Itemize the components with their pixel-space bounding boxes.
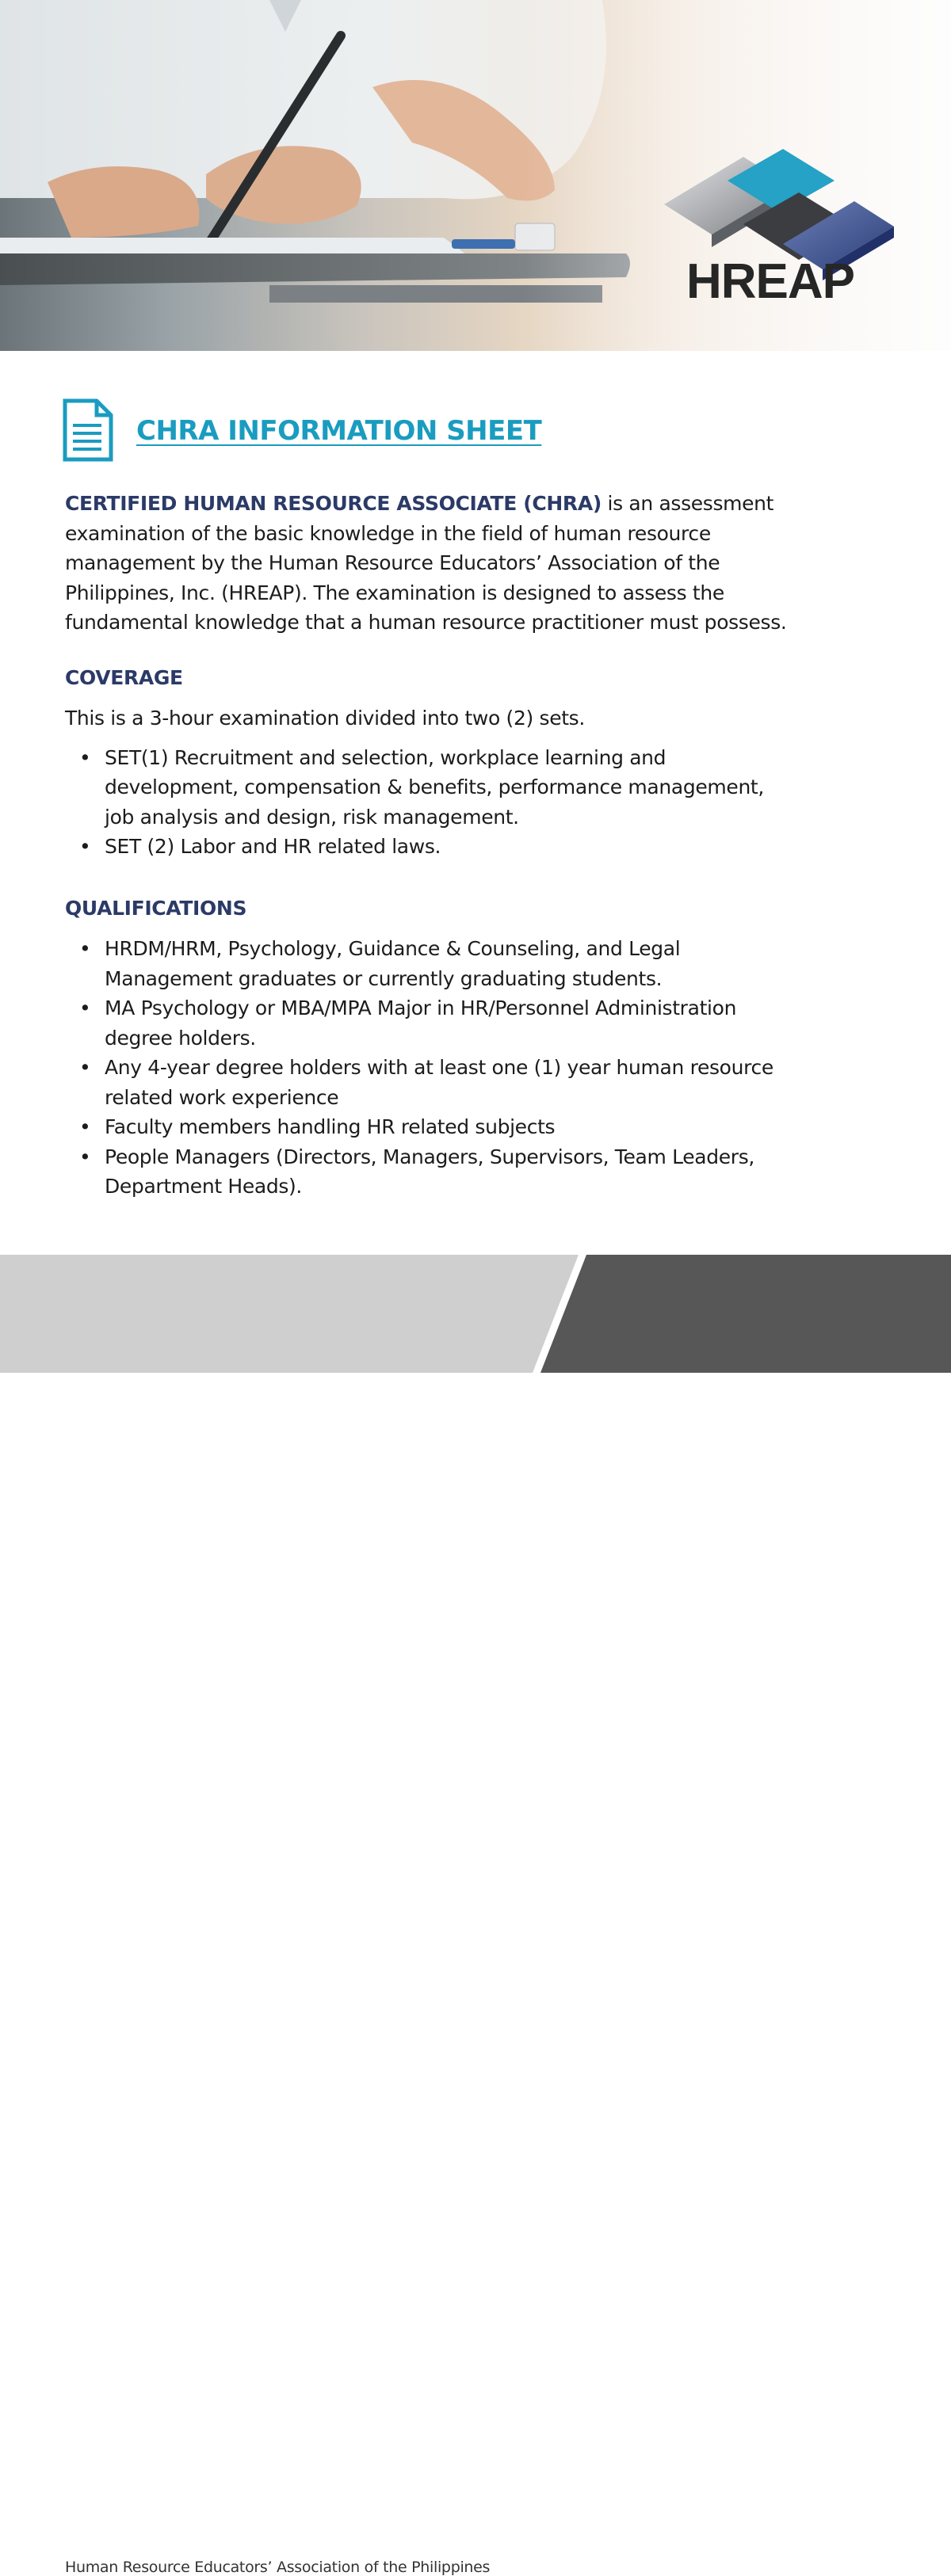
list-item-line: Any 4-year degree holders with at least one (1) year human resource [105, 1056, 773, 1079]
bullet-icon: • [79, 1115, 91, 1138]
intro-line: fundamental knowledge that a human resource practitioner must possess. [65, 611, 787, 634]
bullet-icon: • [79, 996, 91, 1019]
list-item [65, 832, 889, 862]
qualifications-heading: QUALIFICATIONS [65, 896, 247, 920]
list-item-line: Management graduates or currently graduating students. [105, 966, 663, 990]
list-item-line: development, compensation & benefits, performance management, [105, 775, 764, 798]
page-title: CHRA INFORMATION SHEET [136, 415, 542, 447]
bullet-icon: • [79, 1145, 91, 1168]
intro-line: management by the Human Resource Educators’ Association of the [65, 551, 720, 574]
list-item [65, 743, 889, 833]
intro-line: Philippines, Inc. (HREAP). The examination is designed to assess the [65, 581, 724, 604]
footer-org-name: Human Resource Educators’ Association of the Philippines [65, 2559, 491, 2576]
document-icon [62, 398, 114, 462]
footer-band [0, 1255, 951, 1373]
page-number: Page 1 of 9 [792, 2559, 886, 2576]
list-item [65, 993, 889, 1053]
list-item-line: People Managers (Directors, Managers, Supervisors, Team Leaders, [105, 1145, 754, 1168]
bullet-icon: • [79, 1056, 91, 1079]
list-item [65, 934, 889, 993]
bullet-icon: • [79, 937, 91, 960]
intro-line: is an assessment [601, 492, 774, 515]
main-content [65, 489, 889, 1202]
qualifications-list [65, 934, 889, 1202]
intro-term: CERTIFIED HUMAN RESOURCE ASSOCIATE (CHRA) [65, 492, 602, 515]
bullet-icon: • [79, 745, 91, 769]
list-item [65, 1112, 889, 1142]
list-item-line: degree holders. [105, 1026, 256, 1050]
list-item-line: Faculty members handling HR related subjects [105, 1115, 556, 1138]
coverage-heading: COVERAGE [65, 665, 183, 689]
footer-dark-band [540, 1255, 951, 1373]
intro-paragraph [65, 489, 889, 638]
hero-banner [0, 0, 951, 351]
list-item-line: MA Psychology or MBA/MPA Major in HR/Personnel Administration [105, 996, 737, 1019]
footer [0, 1255, 951, 2576]
intro-line: examination of the basic knowledge in the field of human resource [65, 521, 711, 545]
coverage-list [65, 743, 889, 862]
hreap-logo-text: HREAP [686, 254, 855, 309]
bullet-icon: • [79, 835, 91, 858]
list-item-line: SET(1) Recruitment and selection, workplace learning and [105, 745, 666, 769]
list-item-line: job analysis and design, risk management. [105, 805, 519, 829]
coverage-text: This is a 3-hour examination divided into two (2) sets. [65, 707, 585, 730]
list-item [65, 1142, 889, 1202]
list-item-line: HRDM/HRM, Psychology, Guidance & Counseling, and Legal [105, 937, 681, 960]
list-item-line: related work experience [105, 1085, 339, 1109]
list-item [65, 1053, 889, 1112]
list-item-line: SET (2) Labor and HR related laws. [105, 835, 441, 858]
list-item-line: Department Heads). [105, 1175, 303, 1198]
